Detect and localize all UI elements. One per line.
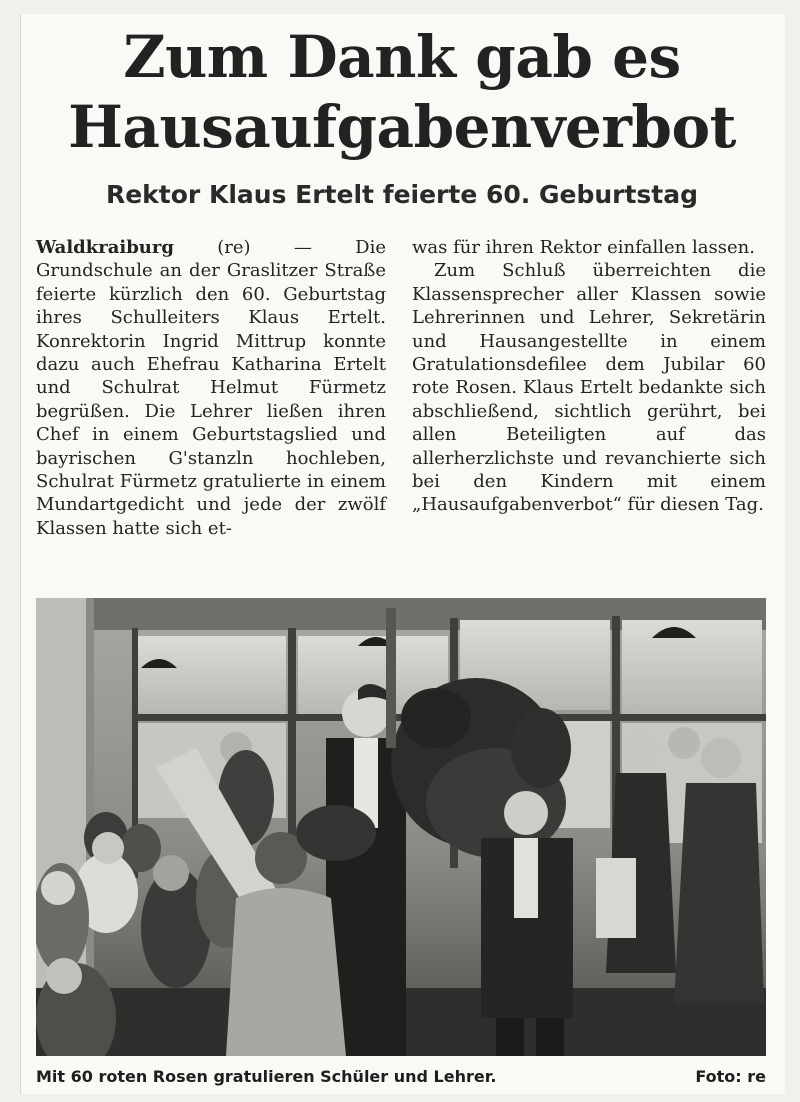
article-body-left: (re) — Die Grundschule an der Graslitzer Straße feierte kürzlich den 60. Geburtstag ihres Schulleiters Klaus Ertelt. Konrektorin Ingrid Mittrup konnte dazu auch Ehefrau Katharina Ertelt und Schulrat Helmut Fürmetz begrüßen. Die Lehrer ließen ihren Chef in einem Geburtstagslied und bayrischen G'stanzln hochleben, Schulrat Fürmetz gratulierte in einem Mundartgedicht und jede der zwölf Klassen hatte sich et- — [36, 237, 386, 539]
article-body-right-2: Zum Schluß überreichten die Klassensprecher aller Klassen sowie Lehrerinnen und Lehrer, Sekretärin und Hausangestellte in einem Gratulationsdefilee dem Jubilar 60 rote Rosen. Klaus Ertelt bedankte sich abschließend, sichtlich gerührt, bei allen Beteiligten auf das allerherzlichste und revanchierte sich bei den Kindern mit einem „Hausaufgabenverbot“ für diesen Tag. — [412, 260, 766, 516]
photo-caption — [36, 1064, 766, 1090]
article-column-right — [412, 236, 766, 517]
article-body-right-1: was für ihren Rektor einfallen lassen. — [412, 237, 755, 258]
headline-line-2: Hausaufgabenverbot — [68, 93, 736, 161]
article-column-left — [36, 236, 386, 540]
dateline: Waldkraiburg — [36, 237, 174, 258]
caption-text: Mit 60 roten Rosen gratulieren Schüler und Lehrer. — [36, 1067, 497, 1086]
headline-line-1: Zum Dank gab es — [123, 23, 681, 91]
news-photo — [36, 598, 766, 1056]
article-paragraph — [36, 236, 386, 540]
headline — [20, 22, 784, 162]
photo-credit: Foto: re — [695, 1067, 766, 1086]
photo-scene — [36, 598, 766, 1056]
subheadline: Rektor Klaus Ertelt feierte 60. Geburtstag — [105, 180, 699, 209]
